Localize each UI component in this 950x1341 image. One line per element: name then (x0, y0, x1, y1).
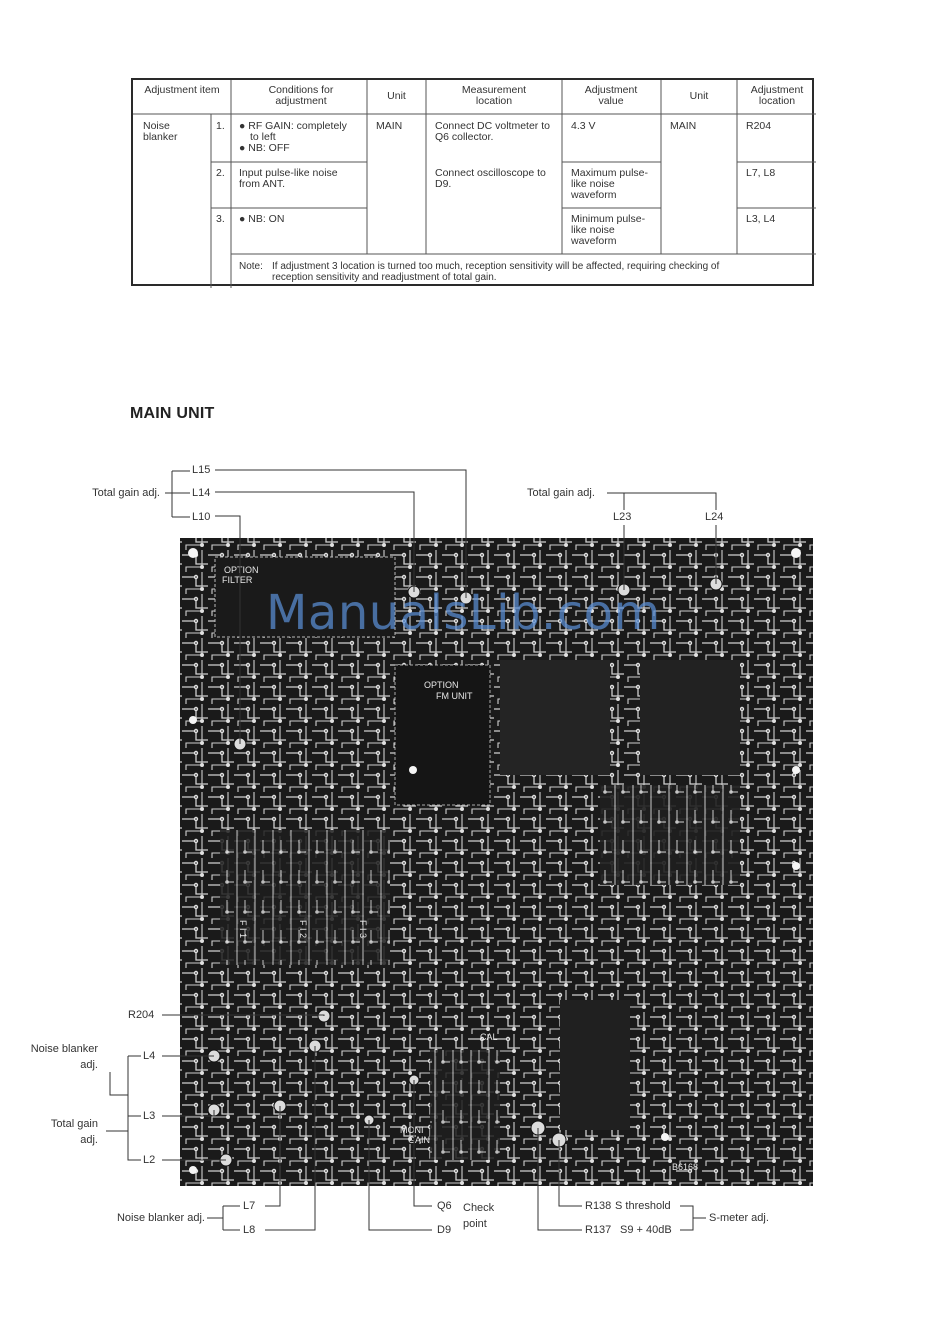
header-adjustment-value: Adjustment value (584, 84, 638, 107)
callout-check: Check (463, 1202, 495, 1214)
silk-gain: GAIN (408, 1135, 431, 1145)
callout-total-gain-top-left: Total gain adj. (92, 487, 160, 499)
header-adjustment-location: Adjustment location (750, 84, 804, 107)
silk-option-2: OPTION (424, 680, 459, 690)
row-2-number: 2. (216, 167, 225, 179)
row-1-value: 4.3 V (571, 120, 596, 132)
header-conditions: Conditions for adjustment (268, 84, 334, 107)
callout-total-gain-left-2: adj. (80, 1134, 98, 1146)
row-1-unit-2: MAIN (670, 120, 697, 132)
callout-l10: L10 (192, 511, 211, 523)
silk-cal: CAL (480, 1032, 498, 1042)
row-2-measurement: Connect oscilloscope to D9. (435, 167, 546, 190)
callout-noise-blanker-left-2: adj. (80, 1059, 98, 1071)
adjustment-item-name: Noise blanker (143, 120, 178, 143)
callout-r138: R138 (585, 1200, 612, 1212)
silk-moni: MONI (400, 1125, 424, 1135)
callout-noise-blanker-left-1: Noise blanker (30, 1043, 98, 1055)
callout-total-gain-top-right: Total gain adj. (527, 487, 595, 499)
callout-l23: L23 (613, 511, 632, 523)
row-3-condition: ● NB: ON (239, 213, 285, 225)
silk-option: OPTION (224, 565, 259, 575)
callout-point: point (463, 1218, 487, 1230)
row-3-number: 3. (216, 213, 225, 225)
row-1-location: R204 (746, 120, 772, 132)
silk-fi3: F I 3 (358, 920, 368, 939)
row-1-number: 1. (216, 120, 225, 132)
callout-l2: L2 (143, 1154, 156, 1166)
row-3-value: Minimum pulse-like noise waveform (571, 213, 646, 247)
callout-l8: L8 (243, 1224, 256, 1236)
silk-fi1: F I 1 (238, 920, 248, 939)
callout-s-meter: S-meter adj. (709, 1212, 769, 1224)
callout-l4: L4 (143, 1050, 156, 1062)
row-3-location: L3, L4 (746, 213, 776, 225)
silk-filter: FILTER (222, 575, 253, 585)
note-line-2: reception sensitivity and readjustment of total gain. (272, 272, 497, 283)
row-2-location: L7, L8 (746, 167, 776, 179)
callout-r138-desc: S threshold (615, 1200, 671, 1212)
note-line-1: If adjustment 3 location is turned too much, reception sensitivity will be affected, requiring checking of (272, 261, 720, 272)
callout-total-gain-left-1: Total gain (50, 1118, 98, 1130)
row-2-condition: Input pulse-like noise from ANT. (239, 167, 338, 190)
callout-r137: R137 (585, 1224, 612, 1236)
silk-board-id: B6168 (672, 1162, 699, 1172)
note-label: Note: (239, 261, 263, 272)
row-1-unit: MAIN (376, 120, 403, 132)
callout-r137-desc: S9 + 40dB (620, 1224, 672, 1236)
callout-l7: L7 (243, 1200, 256, 1212)
silk-fi2: F I 2 (298, 920, 308, 939)
callout-l24: L24 (705, 511, 724, 523)
callout-d9: D9 (437, 1224, 452, 1236)
row-1-measurement: Connect DC voltmeter to Q6 collector. (435, 120, 550, 143)
header-adjustment-item: Adjustment item (144, 84, 220, 96)
header-unit: Unit (387, 90, 406, 102)
row-2-value: Maximum pulse-like noise waveform (571, 167, 649, 201)
watermark: ManualsLib.com (266, 585, 661, 641)
callout-r204: R204 (128, 1009, 155, 1021)
row-1-condition-c: ● NB: OFF (239, 142, 290, 154)
callout-l15: L15 (192, 464, 211, 476)
callout-noise-blanker-bottom: Noise blanker adj. (116, 1212, 205, 1224)
header-unit-2: Unit (689, 90, 709, 102)
row-1-condition-a: ● RF GAIN: completely (239, 120, 347, 132)
callout-q6: Q6 (437, 1200, 452, 1212)
row-1-condition-b: to left (250, 131, 276, 143)
header-measurement: Measurement location (461, 84, 527, 107)
callout-l3: L3 (143, 1110, 156, 1122)
section-title: MAIN UNIT (130, 405, 215, 422)
callout-l14: L14 (192, 487, 211, 499)
silk-fm-unit: FM UNIT (436, 691, 473, 701)
